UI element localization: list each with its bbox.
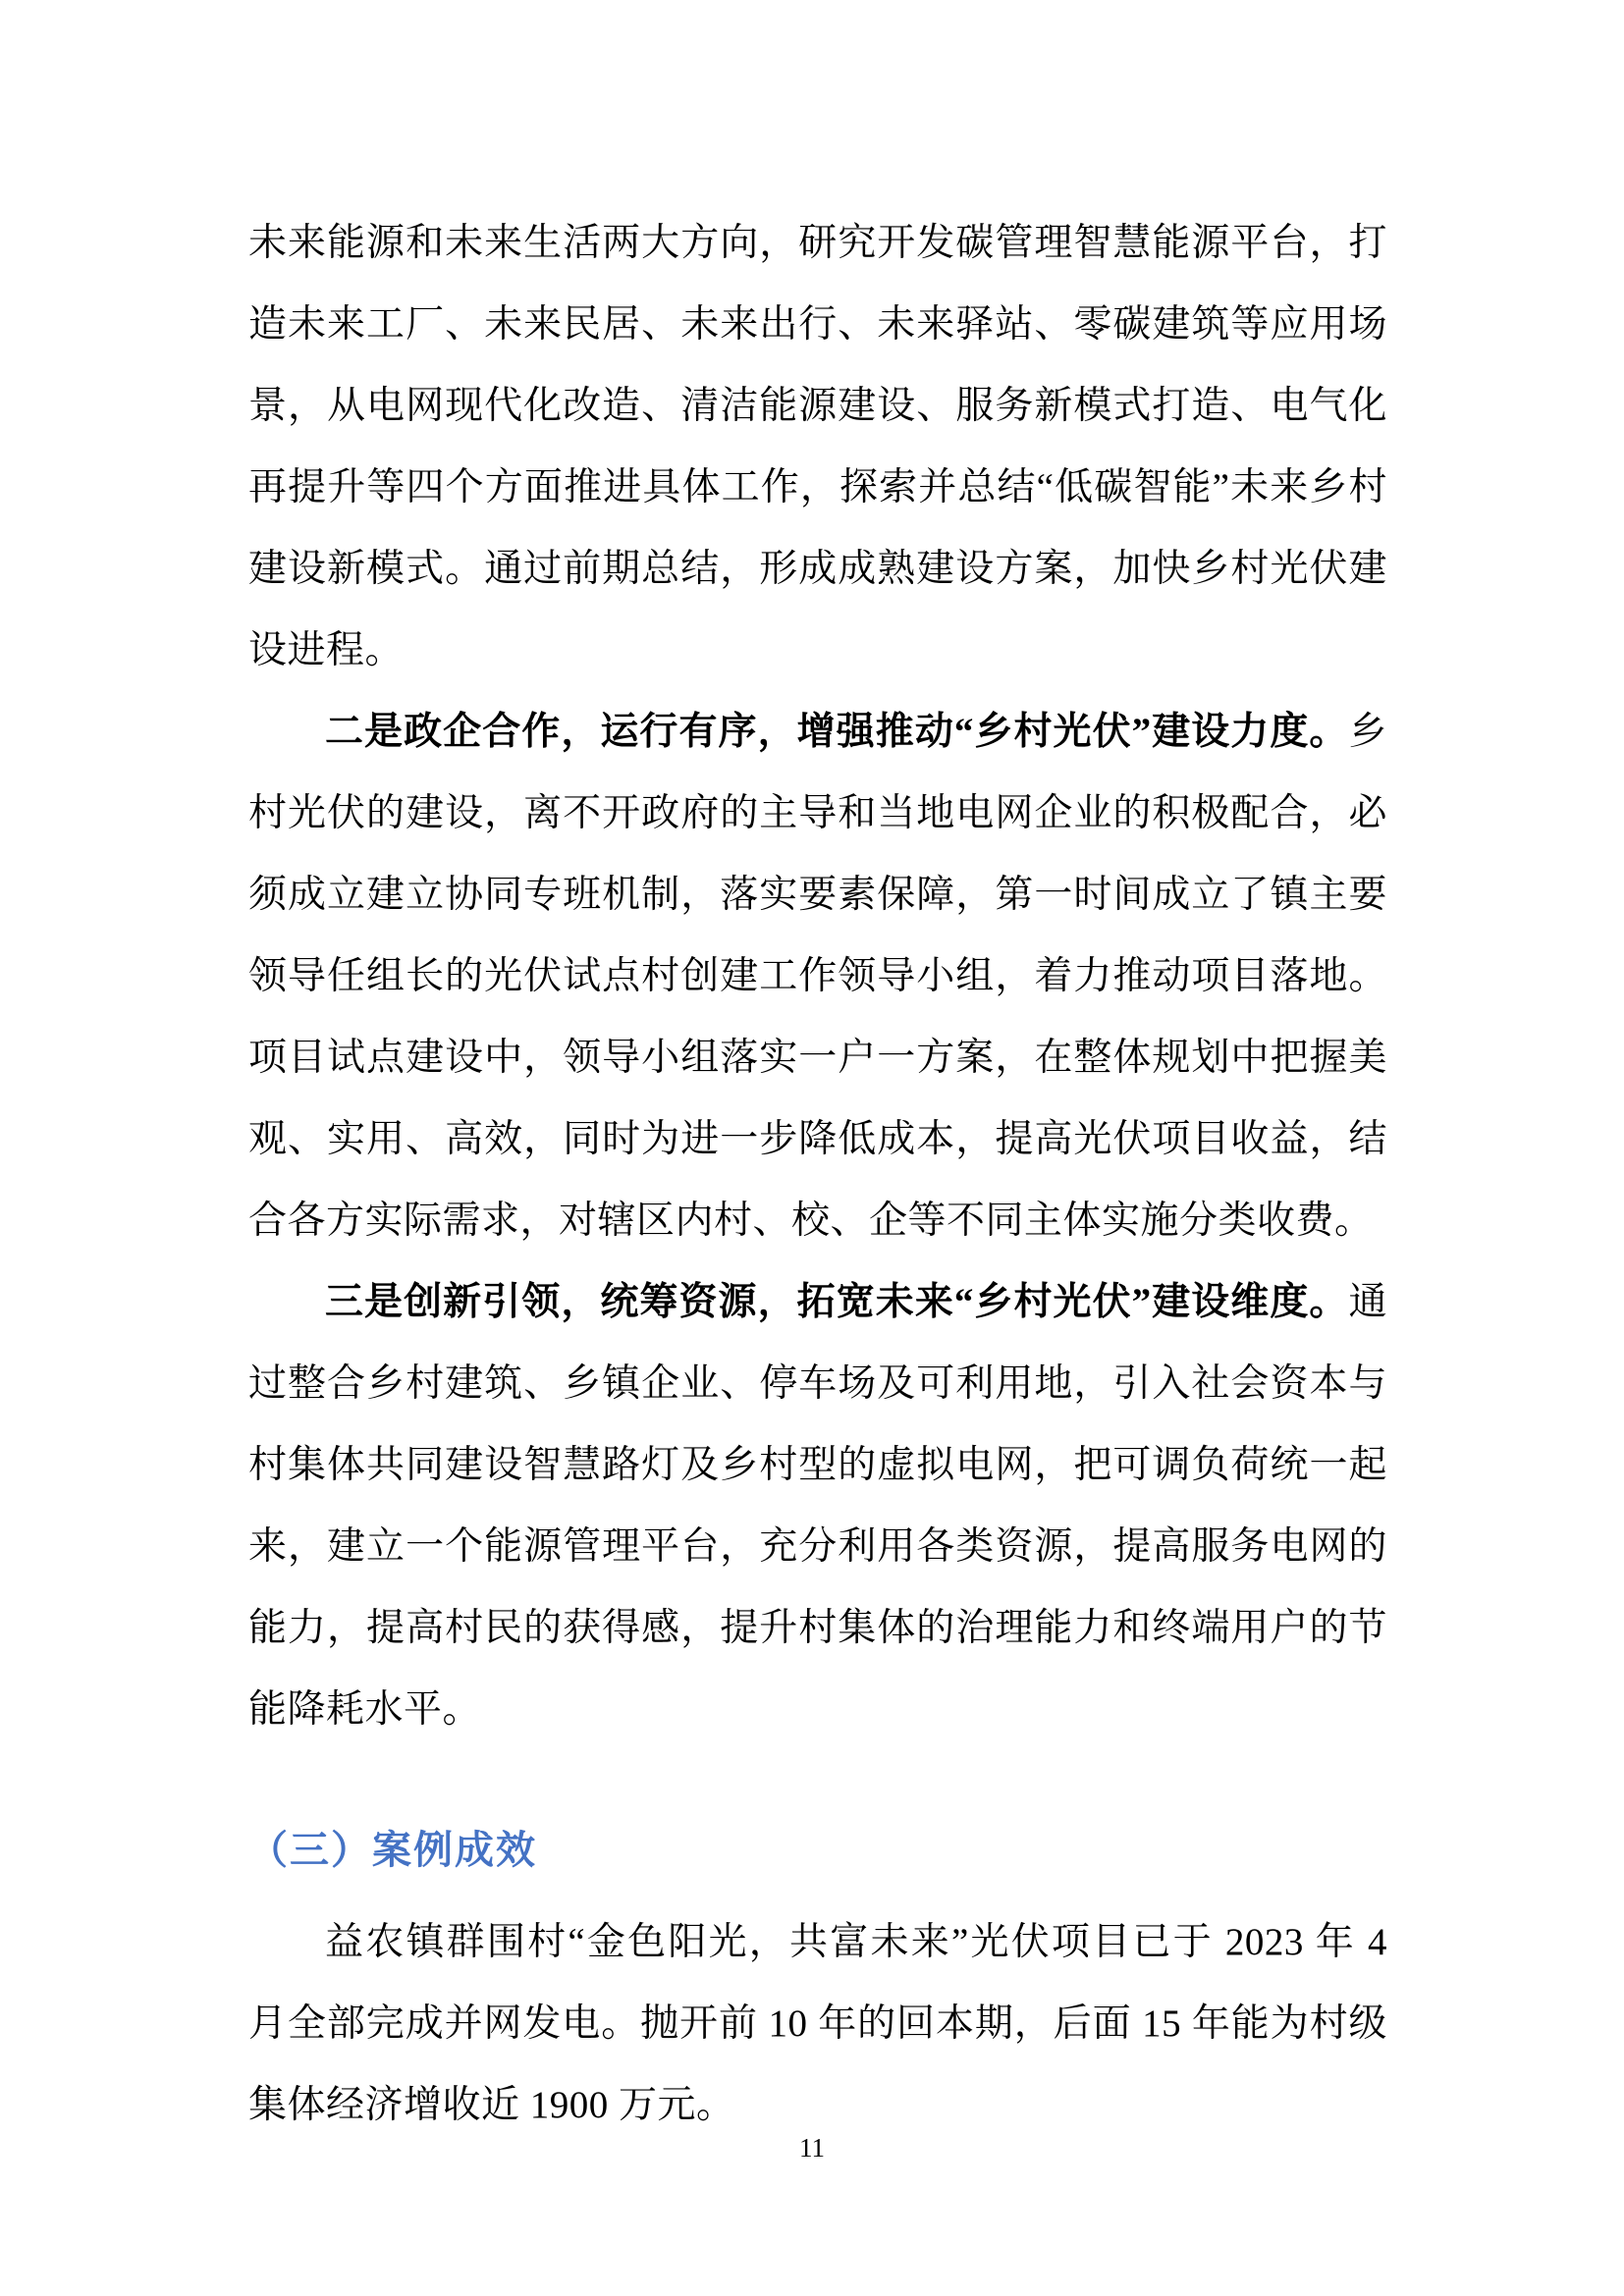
paragraph-bold-lead: 三是创新引领，统筹资源，拓宽未来“乡村光伏”建设维度。 <box>325 1281 1349 1323</box>
page-number: 11 <box>799 2133 825 2163</box>
paragraph-bold-lead: 二是政企合作，运行有序，增强推动“乡村光伏”建设力度。 <box>325 711 1349 753</box>
paragraph-text: 益农镇群围村“金色阳光，共富未来”光伏项目已于 2023 年 4 月全部完成并网发电。抛开前 10 年的回本期，后面 15 年能为村级集体经济增收近 1900 万元。 <box>248 1921 1387 2126</box>
paragraph-point-two <box>248 691 1387 1261</box>
paragraph-continuation <box>248 202 1387 691</box>
paragraph-point-three <box>248 1261 1387 1750</box>
paragraph-case-results <box>248 1901 1387 2146</box>
section-heading: （三）案例成效 <box>248 1829 537 1872</box>
paragraph-text: 乡村光伏的建设，离不开政府的主导和当地电网企业的积极配合，必须成立建立协同专班机制，落实要素保障，第一时间成立了镇主要领导任组长的光伏试点村创建工作领导小组，着力推动项目落地。项目试点建设中，领导小组落实一户一方案，在整体规划中把握美观、实用、高效，同时为进一步降低成本，提高光伏项目收益，结合各方实际需求，对辖区内村、校、企等不同主体实施分类收费。 <box>248 711 1387 1242</box>
document-body <box>248 202 1387 2146</box>
paragraph-text: 通过整合乡村建筑、乡镇企业、停车场及可利用地，引入社会资本与村集体共同建设智慧路灯及乡村型的虚拟电网，把可调负荷统一起来，建立一个能源管理平台，充分利用各类资源，提高服务电网的能力，提高村民的获得感，提升村集体的治理能力和终端用户的节能降耗水平。 <box>248 1281 1387 1731</box>
paragraph-text: 未来能源和未来生活两大方向，研究开发碳管理智慧能源平台，打造未来工厂、未来民居、未来出行、未来驿站、零碳建筑等应用场景，从电网现代化改造、清洁能源建设、服务新模式打造、电气化再提升等四个方面推进具体工作，探索并总结“低碳智能”未来乡村建设新模式。通过前期总结，形成成熟建设方案，加快乡村光伏建设进程。 <box>248 222 1387 671</box>
